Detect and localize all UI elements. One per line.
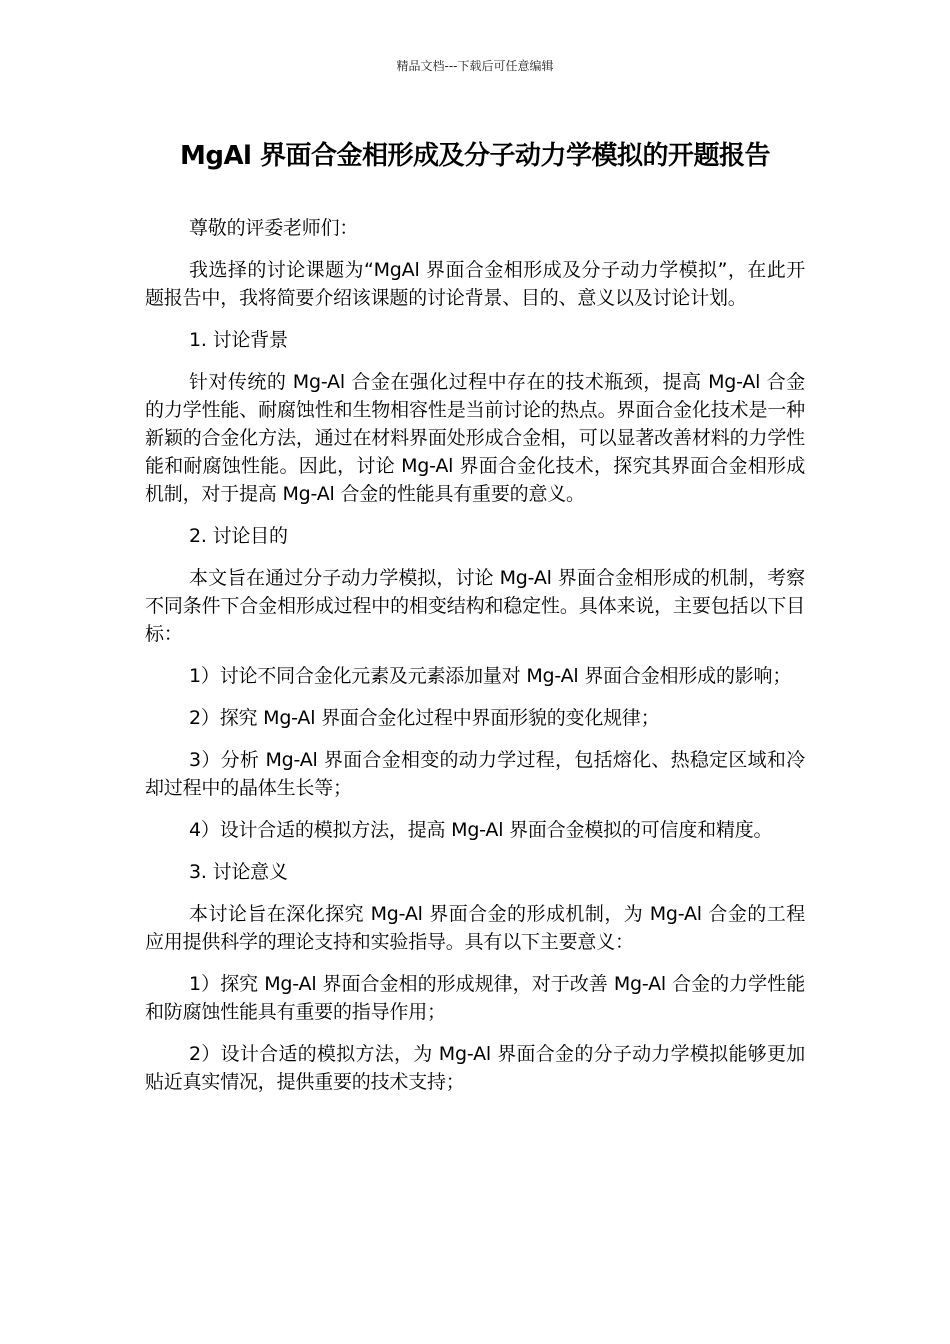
purpose-item-1: 1）讨论不同合金化元素及元素添加量对 Mg-Al 界面合金相形成的影响； [189, 665, 792, 687]
section-heading-significance: 3. 讨论意义 [189, 861, 288, 883]
purpose-item-4: 4）设计合适的模拟方法，提高 Mg-Al 界面合金模拟的可信度和精度。 [189, 819, 773, 841]
document-body [145, 214, 805, 1110]
background-paragraph: 针对传统的 Mg-Al 合金在强化过程中存在的技术瓶颈，提高 Mg-Al 合金的力学性能、耐腐蚀性和生物相容性是当前讨论的热点。界面合金化技术是一种新颖的合金化方法，通过在材料界面处形成合金相，可以显著改善材料的力学性能和耐腐蚀性能。因此，讨论 Mg-Al 界面合金化技术，探究其界面合金相形成机制，对于提高 Mg-Al 合金的性能具有重要的意义。 [145, 371, 805, 505]
significance-paragraph: 本讨论旨在深化探究 Mg-Al 界面合金的形成机制，为 Mg-Al 合金的工程应用提供科学的理论支持和实验指导。具有以下主要意义： [145, 903, 805, 953]
document-title: MgAl 界面合金相形成及分子动力学模拟的开题报告 [179, 141, 771, 171]
section-heading-purpose: 2. 讨论目的 [189, 525, 288, 547]
salutation-paragraph: 尊敬的评委老师们： [189, 217, 359, 239]
page-header-watermark: 精品文档---下载后可任意编辑 [396, 59, 554, 73]
significance-item-1: 1）探究 Mg-Al 界面合金相的形成规律，对于改善 Mg-Al 合金的力学性能和防腐蚀性能具有重要的指导作用； [145, 973, 805, 1023]
purpose-item-3: 3）分析 Mg-Al 界面合金相变的动力学过程，包括熔化、热稳定区域和冷却过程中的晶体生长等； [145, 749, 805, 799]
intro-paragraph: 我选择的讨论课题为“MgAl 界面合金相形成及分子动力学模拟”，在此开题报告中，我将简要介绍该课题的讨论背景、目的、意义以及讨论计划。 [145, 259, 805, 309]
section-heading-background: 1. 讨论背景 [189, 329, 288, 351]
significance-item-2: 2）设计合适的模拟方法，为 Mg-Al 界面合金的分子动力学模拟能够更加贴近真实情况，提供重要的技术支持； [145, 1043, 805, 1093]
purpose-paragraph: 本文旨在通过分子动力学模拟，讨论 Mg-Al 界面合金相形成的机制，考察不同条件下合金相形成过程中的相变结构和稳定性。具体来说，主要包括以下目标： [145, 567, 805, 645]
purpose-item-2: 2）探究 Mg-Al 界面合金化过程中界面形貌的变化规律； [189, 707, 660, 729]
